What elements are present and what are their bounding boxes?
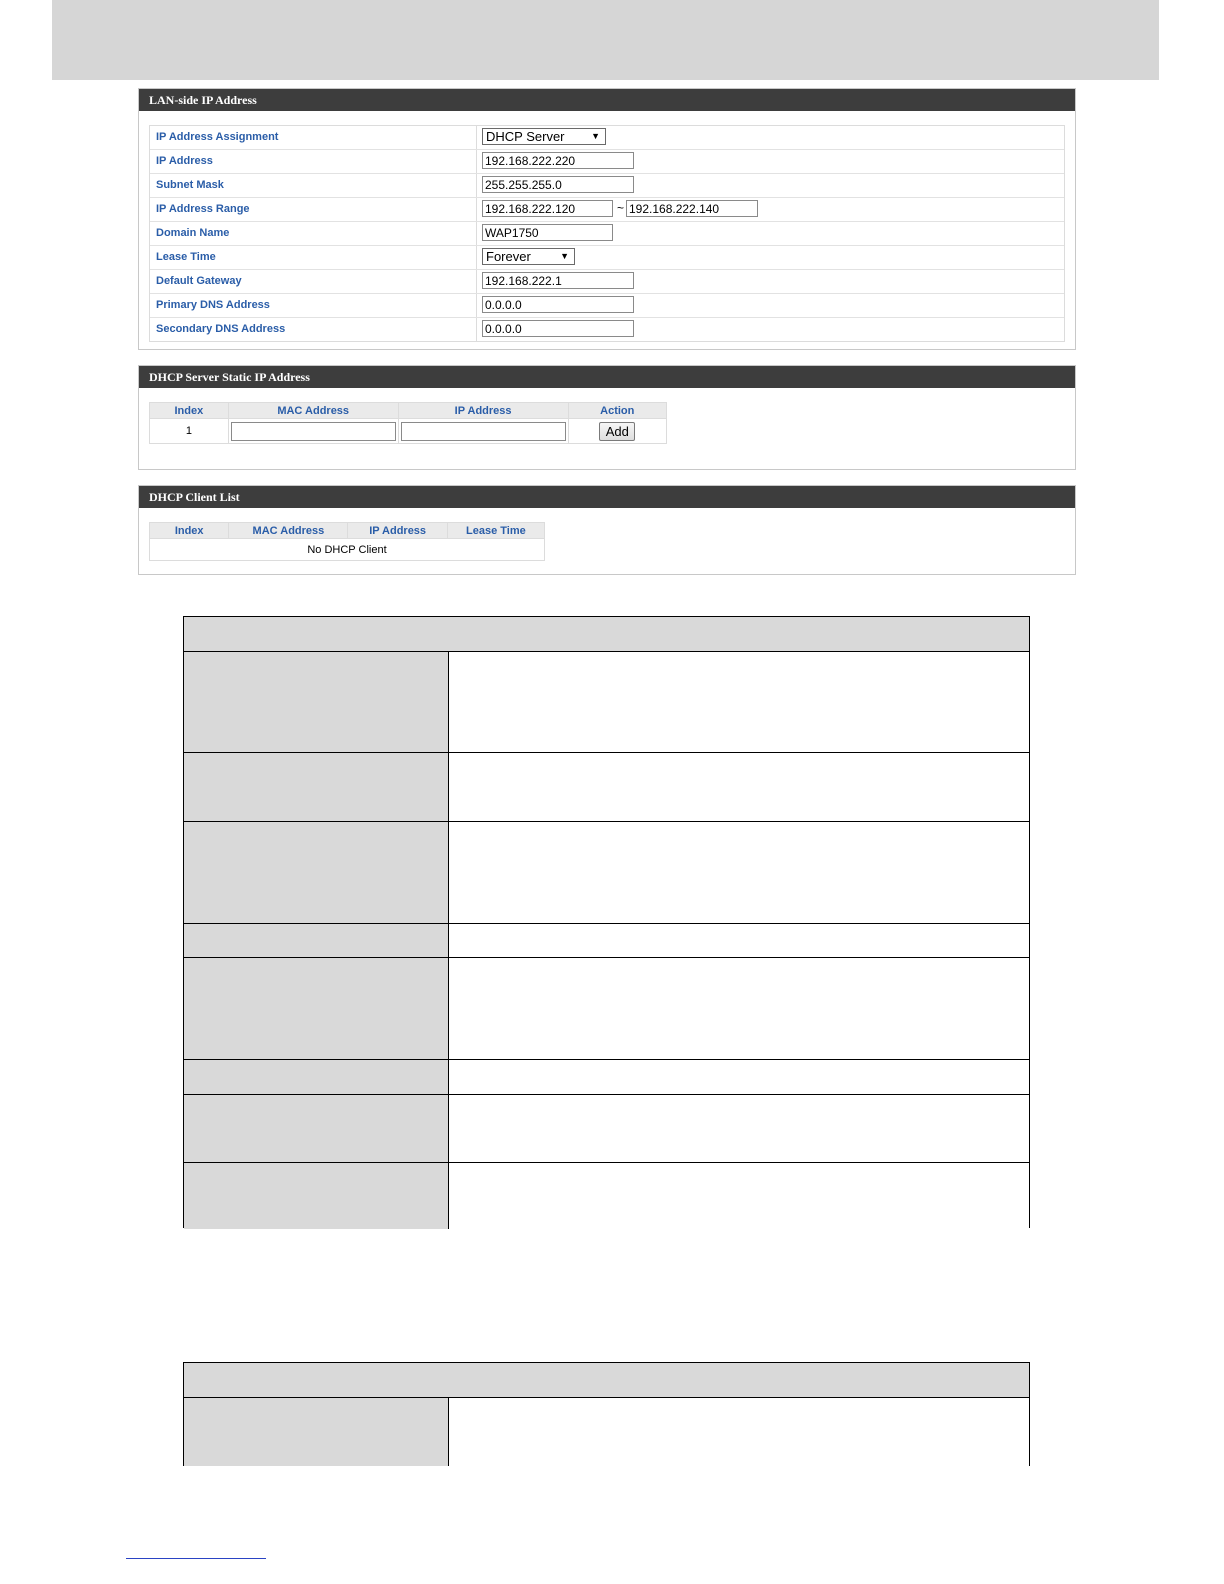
- description-table: [183, 1362, 1030, 1466]
- primary-dns-input[interactable]: 0.0.0.0: [482, 296, 634, 313]
- form-row: [150, 198, 1064, 222]
- table-row: [184, 652, 1029, 753]
- field-label: Primary DNS Address: [150, 294, 477, 317]
- column-header: Index: [150, 403, 229, 419]
- field-label: IP Address Assignment: [150, 126, 477, 149]
- field-label: Domain Name: [150, 222, 477, 245]
- field-label: Secondary DNS Address: [150, 318, 477, 341]
- column-header: MAC Address: [228, 403, 398, 419]
- footer-link-underline: [126, 1558, 266, 1559]
- panel-title: LAN-side IP Address: [139, 89, 1075, 111]
- ip-range-start-input[interactable]: 192.168.222.120: [482, 200, 613, 217]
- form-row: [150, 222, 1064, 246]
- ip-address-input[interactable]: [401, 422, 566, 441]
- column-header: Action: [568, 403, 666, 419]
- field-label: Lease Time: [150, 246, 477, 269]
- field-label: Default Gateway: [150, 270, 477, 293]
- field-label: Subnet Mask: [150, 174, 477, 197]
- table-row: [184, 1398, 1029, 1466]
- form-row: [150, 126, 1064, 150]
- form-row: [150, 150, 1064, 174]
- table-row: [184, 958, 1029, 1060]
- table-header: [184, 1363, 1029, 1398]
- field-label: IP Address Range: [150, 198, 477, 221]
- chevron-down-icon: ▼: [591, 131, 600, 141]
- table-row: [184, 924, 1029, 958]
- table-row: [184, 753, 1029, 822]
- dhcp-static-ip-panel: [138, 365, 1076, 470]
- table-row: [184, 1060, 1029, 1095]
- lease-time-select[interactable]: [482, 248, 575, 265]
- range-separator: ~: [617, 201, 625, 215]
- table-row: [184, 1163, 1029, 1229]
- column-header: Lease Time: [447, 523, 544, 539]
- row-index: 1: [150, 419, 229, 444]
- column-header: Index: [150, 523, 229, 539]
- domain-name-input[interactable]: WAP1750: [482, 224, 613, 241]
- field-label: IP Address: [150, 150, 477, 173]
- table-header: [184, 617, 1029, 652]
- column-header: IP Address: [398, 403, 568, 419]
- table-row: [184, 822, 1029, 924]
- form-row: [150, 318, 1064, 341]
- page-header-band: [52, 0, 1159, 80]
- selected-value: DHCP Server: [486, 129, 565, 144]
- ip-address-input[interactable]: 192.168.222.220: [482, 152, 634, 169]
- column-header: MAC Address: [229, 523, 348, 539]
- ip-range-end-input[interactable]: 192.168.222.140: [626, 200, 758, 217]
- static-ip-table: [149, 402, 667, 444]
- form-row: [150, 246, 1064, 270]
- panel-title: DHCP Server Static IP Address: [139, 366, 1075, 388]
- form-row: [150, 270, 1064, 294]
- subnet-mask-input[interactable]: 255.255.255.0: [482, 176, 634, 193]
- default-gateway-input[interactable]: 192.168.222.1: [482, 272, 634, 289]
- secondary-dns-input[interactable]: 0.0.0.0: [482, 320, 634, 337]
- add-button[interactable]: Add: [599, 422, 635, 441]
- selected-value: Forever: [486, 249, 531, 264]
- form-row: [150, 174, 1064, 198]
- lan-ip-panel: [138, 88, 1076, 350]
- column-header: IP Address: [348, 523, 447, 539]
- description-table: [183, 616, 1030, 1228]
- panel-title: DHCP Client List: [139, 486, 1075, 508]
- table-row: [150, 539, 545, 561]
- chevron-down-icon: ▼: [560, 251, 569, 261]
- form-row: [150, 294, 1064, 318]
- client-list-table: [149, 522, 545, 561]
- lan-settings-form: [149, 125, 1065, 342]
- dhcp-client-list-panel: [138, 485, 1076, 575]
- table-row: [184, 1095, 1029, 1163]
- empty-message: No DHCP Client: [150, 539, 545, 561]
- table-row: [150, 419, 667, 444]
- ip-assignment-select[interactable]: [482, 128, 606, 145]
- mac-address-input[interactable]: [231, 422, 396, 441]
